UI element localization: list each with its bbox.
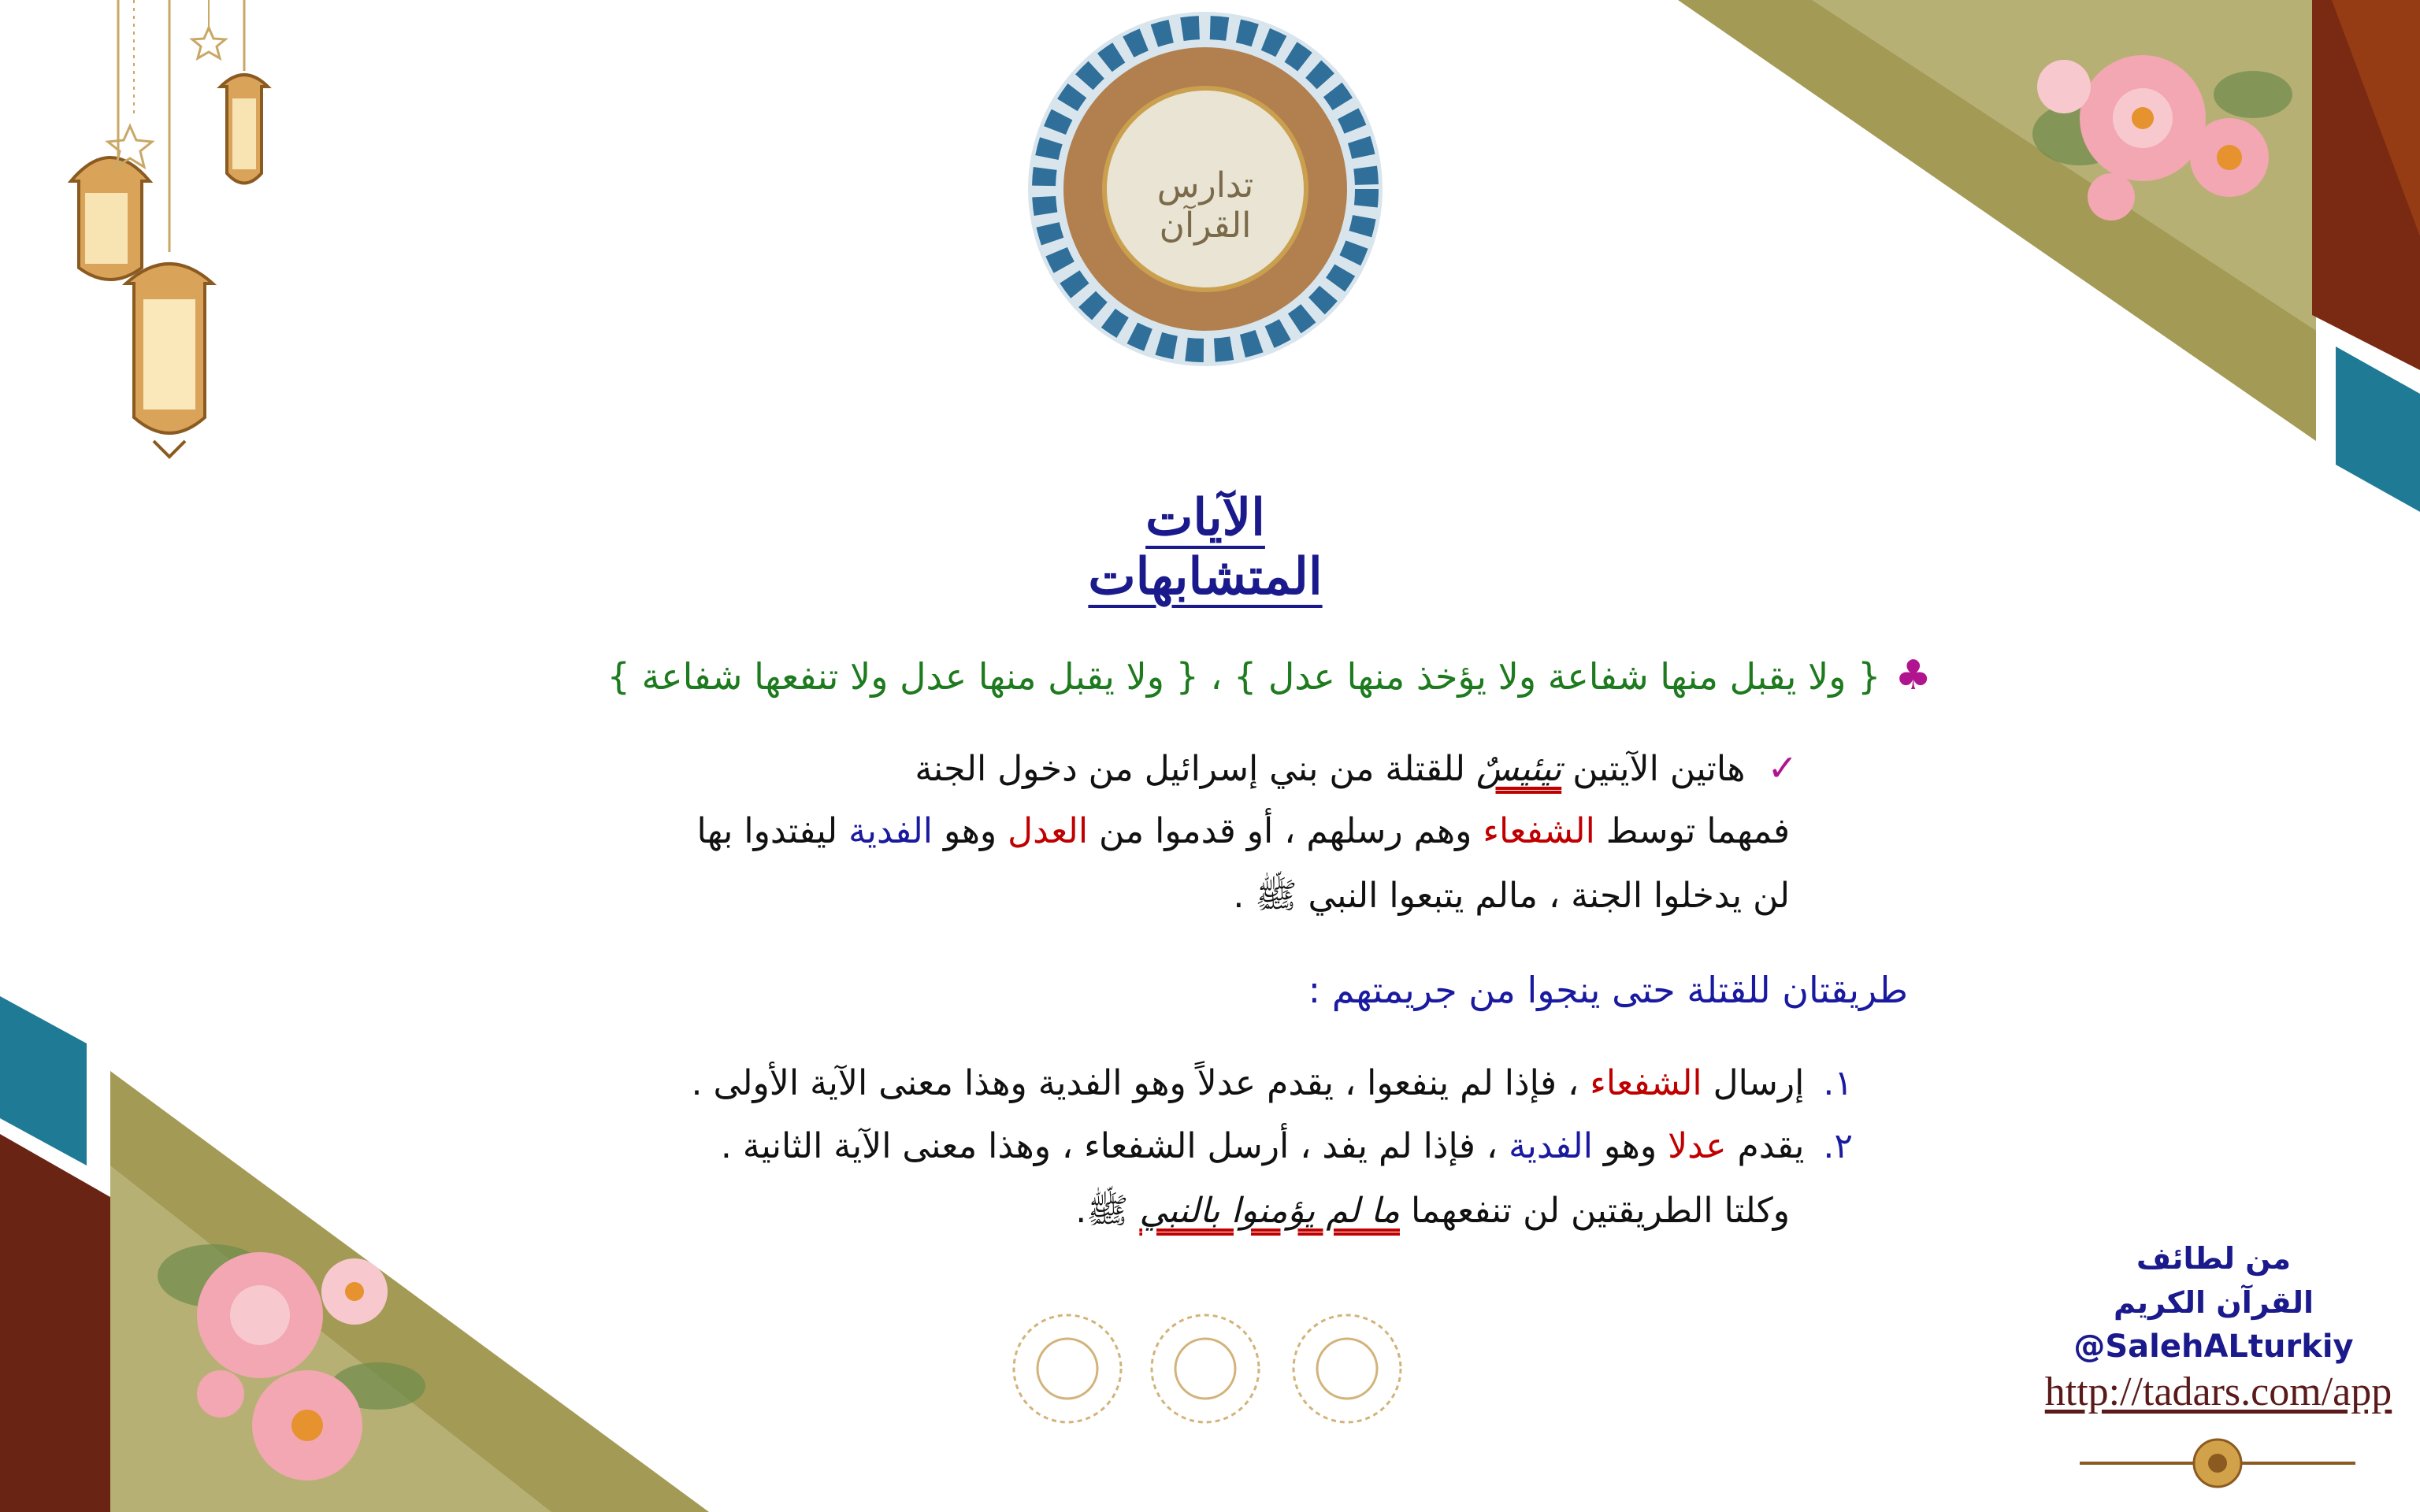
list-number: ٢. — [1823, 1126, 1853, 1166]
list-text: وهو — [1592, 1126, 1668, 1166]
explanation-text: ليفتدوا بها — [696, 811, 849, 851]
lantern-small-right — [221, 75, 268, 183]
explanation-line-3: لن يدخلوا الجنة ، مالم يتبعوا النبي ﷺ . — [1233, 876, 1790, 916]
subheading: طريقتان للقتلة حتى ينجوا من جريمتهم : — [1308, 969, 1908, 1011]
lantern-small-left — [71, 158, 150, 280]
explanation-text: هاتين الآيتين — [1561, 749, 1746, 789]
club-bullet-icon: ♣ — [1895, 652, 1932, 699]
website-link[interactable]: http://tadars.com/app — [2044, 1369, 2392, 1414]
explanation-text: وهو — [932, 811, 1008, 851]
ornament-divider — [2080, 1440, 2355, 1487]
credits-line-2: القرآن الكريم — [2113, 1285, 2314, 1320]
conclusion-line — [1075, 1189, 1790, 1240]
list-text: إرسال — [1702, 1063, 1805, 1103]
logo-caption: تدارس القرآن — [1156, 165, 1254, 246]
page-title: الآيات المتشابهات — [1088, 488, 1323, 606]
emphasis-word: تيئيسٌ — [1476, 749, 1562, 789]
list-item — [721, 1126, 1853, 1166]
explanation-text: للقتلة من بني إسرائيل من دخول الجنة — [915, 749, 1477, 789]
list-text: ﷺ. — [1075, 1191, 1140, 1231]
highlight-red: عدلا — [1668, 1126, 1727, 1166]
credits-line-1: من لطائف — [2136, 1241, 2292, 1276]
verse-line — [607, 652, 1932, 699]
explanation-line-2 — [696, 811, 1790, 851]
highlight-red: الشفعاء — [1483, 811, 1595, 851]
star-icon — [192, 28, 225, 58]
highlight-red: العدل — [1008, 811, 1089, 851]
verse-text: { ولا يقبل منها شفاعة ولا يؤخذ منها عدل } ، { ولا يقبل منها عدل ولا تنفعها شفاعة } — [607, 655, 1881, 698]
list-text: يقدم — [1726, 1126, 1805, 1166]
list-text: ، فإذا لم يفد ، أرسل الشفعاء ، وهذا معنى الآية الثانية . — [720, 1126, 1509, 1166]
lantern-center — [126, 264, 213, 457]
twitter-handle[interactable]: @SalehALturkiy — [2073, 1329, 2354, 1365]
emphasis-phrase: ما لم يؤمنوا بالنبي — [1139, 1191, 1401, 1231]
rosettes-decoration — [1014, 1315, 1401, 1422]
explanation-line-1 — [915, 747, 1798, 789]
highlight-red: الشفعاء — [1590, 1063, 1702, 1103]
highlight-blue: الفدية — [848, 811, 933, 851]
list-item — [691, 1063, 1853, 1103]
explanation-text: فمهما توسط — [1594, 811, 1790, 851]
list-text: وكلتا الطريقتين لن تنفعهما — [1400, 1191, 1790, 1231]
checkmark-icon: ✓ — [1767, 747, 1798, 789]
explanation-text: وهم رسلهم ، أو قدموا من — [1088, 811, 1483, 851]
top-right-teal-tile — [2336, 346, 2420, 512]
list-text: ، فإذا لم ينفعوا ، يقدم عدلاً وهو الفدية وهذا معنى الآية الأولى . — [691, 1063, 1590, 1103]
bottom-left-brown-band — [0, 1134, 110, 1512]
list-number: ١. — [1823, 1063, 1853, 1103]
highlight-blue: الفدية — [1509, 1126, 1593, 1166]
credits-block — [2048, 1236, 2379, 1369]
left-teal-tile — [0, 996, 87, 1166]
